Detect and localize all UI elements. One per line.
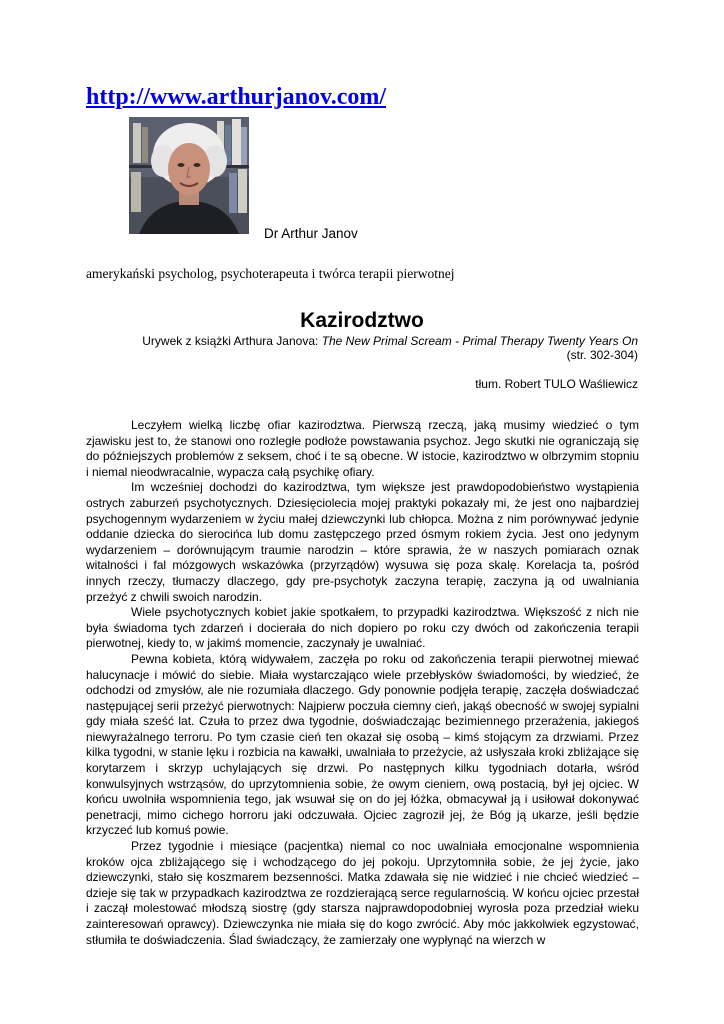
website-link[interactable]: http://www.arthurjanov.com/ [86,84,386,110]
paragraph: Wiele psychotycznych kobiet jakie spotkałem, to przypadki kazirodztwa. Większość z nich nie była świadoma tych zdarzeń i docierała do nich dopiero po roku czy dwóch od zakończenia terapii pierwotnej, kiedy to, w jakimś momencie, zaczynały je uwalniać. [86,605,639,651]
page-range: (str. 302-304) [566,348,638,362]
excerpt-prefix: Urywek z książki Arthura Janova: [142,334,322,348]
paragraph: Pewna kobieta, którą widywałem, zaczęła po roku od zakończenia terapii pierwotnej miewać halucynacje i mówić do siebie. Miała wystarczająco wiele przebłysków świadomości, by wiedzieć, że odchodzi od zmysłów, ale nie rozumiała dlaczego. Gdy ponownie podjęła terapię, zaczęła doświadczać następującej serii przeżyć pierwotnych: Najpierw poczuła ciemny cień, jakąś obecność w swojej sypialni gdy miała sześć lat. Czuła to przez dwa tygodnie, doświadczając bezimiennego przerażenia, jakiegoś niewyrażalnego terroru. Po tym czasie cień ten okazał się osobą – kimś stojącym za drzwiami. Przez kilka tygodni, w stanie lęku i rozbicia na kawałki, uwalniała to przeżycie, aż usłyszała kroki zbliżające się korytarzem i skrzyp uchylających się drzwi. Po następnych kilku tygodniach dotarła, wśród konwulsyjnych wstrząsów, do uprzytomnienia sobie, że owym cieniem, ową postacią, był jej ojciec. W końcu uwolniła wspomnienia tego, jak wsuwał się on do jej łóżka, obmacywał ją i usiłował dokonywać penetracji, mimo cichego horroru jaki odczuwała. Ojciec zagroził jej, że Bóg ją ukarze, jeśli będzie krzyczeć lub komuś powie. [86,651,639,838]
paragraph: Im wcześniej dochodzi do kazirodztwa, tym większe jest prawdopodobieństwo wystąpienia ostrych zaburzeń psychotycznych. Dziesięciolecia mojej praktyki pokazały mi, że jest ono najbardziej psychogennym wydarzeniem w życiu małej dziewczynki lub chłopca. Można z nim porównywać jedynie oddanie dziecka do sierocińca lub domu zastępczego przed ósmym rokiem życia. Jest ono jedynym wydarzeniem – dorównującym traumie narodzin – które sprawia, że w naszych pomiarach oznak witalności i fal mózgowych wskazówka (przyrządów) wysuwa się poza skalę. Korelacja ta, pośród innych rzeczy, tłumaczy dlaczego, gdy pre-psychotyk zaczyna terapię, zaczyna ją od uwalniania przeżyć z chwili swoich narodzin. [86,480,639,604]
translator-credit: tłum. Robert TULO Waśliewicz [475,377,638,391]
excerpt-source [86,334,638,349]
author-description: amerykański psycholog, psychoterapeuta i twórca terapii pierwotnej [86,266,455,281]
paragraph: Przez tygodnie i miesiące (pacjentka) niemal co noc uwalniała emocjonalne wspomnienia kroków ojca zbliżającego się i wchodzącego do jej pokoju. Uprzytomniła sobie, że jej życie, jako dziewczynki, stało się koszmarem bezsenności. Matka zdawała się nie widzieć i nie chcieć wiedzieć – dzieje się tak w przypadkach kazirodztwa ze rozdzierającą serce regularnością. W końcu ojciec przestał i zaczął molestować młodszą siostrę (gdy starsza najprawdopodobniej wyrosła poza przedział wieku zainteresowań oprawcy). Dziewczynka nie miała się do kogo zwrócić. Aby móc jakkolwiek egzystować, stłumiła te doświadczenia. Ślad świadczący, że zamierzały one wypłynąć na wierzch w [86,839,639,947]
article-body [86,418,639,948]
photo-caption: Dr Arthur Janov [264,226,358,241]
article-title: Kazirodztwo [300,309,424,332]
author-photo [129,117,249,234]
paragraph: Leczyłem wielką liczbę ofiar kazirodztwa. Pierwszą rzeczą, jaką musimy wiedzieć o tym zjawisku jest to, że stanowi ono rozległe podłoże powstawania psychoz. Jego skutki nie ograniczają się do późniejszych problemów z seksem, choć i te są obecne. W istocie, kazirodztwo w olbrzymim stopniu i niemal nieodwracalnie, wypacza całą psychikę ofiary. [86,418,639,479]
book-title: The New Primal Scream - Primal Therapy Twenty Years On [321,334,638,348]
